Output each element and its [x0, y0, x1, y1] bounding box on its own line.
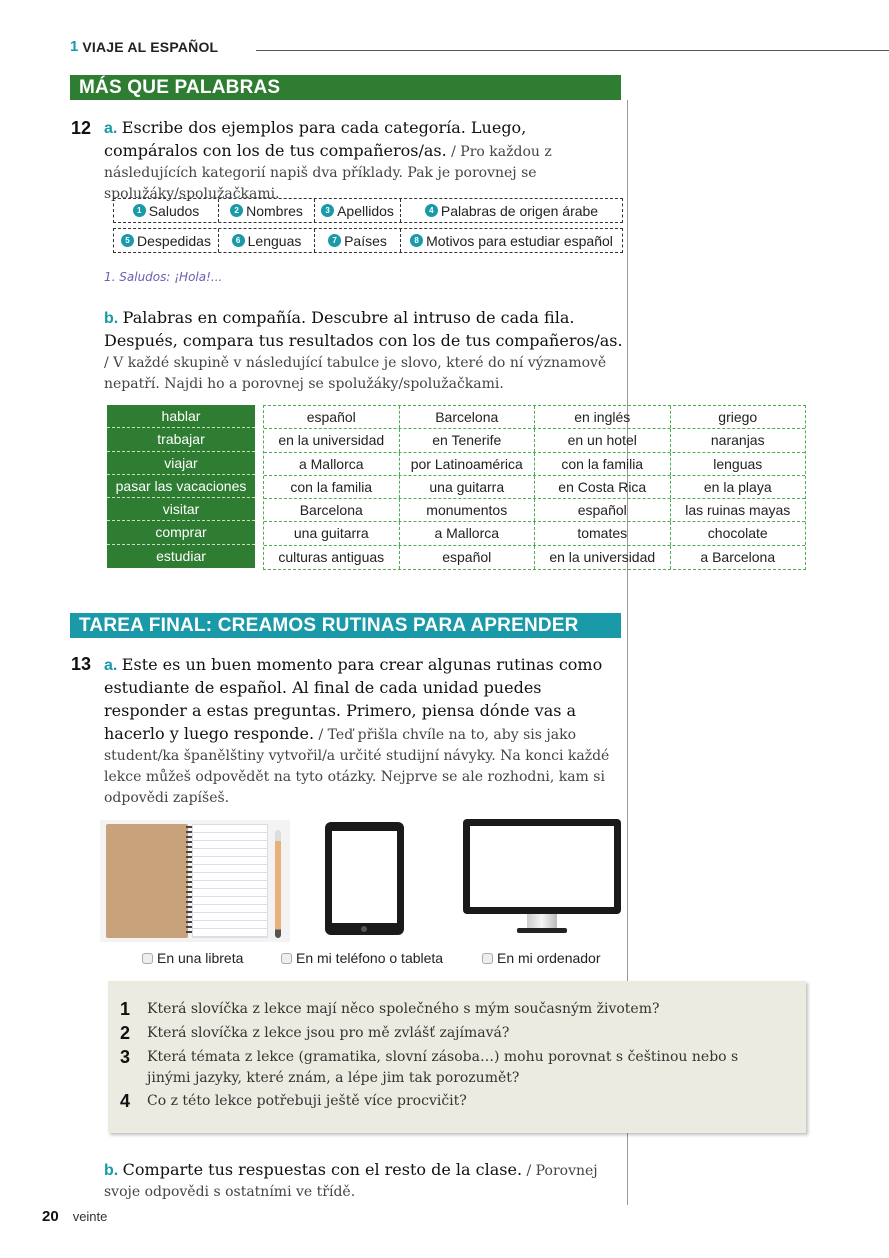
table-cell: español — [535, 499, 671, 521]
exercise-12a-instructions — [104, 117, 624, 205]
option-label: En mi teléfono o tableta — [296, 950, 444, 966]
part-letter-a: a. — [104, 120, 118, 137]
table-row — [264, 546, 805, 569]
table-cell: en inglés — [535, 406, 671, 428]
exercise-number-12: 12 — [71, 118, 92, 138]
exercise-13b-instructions — [104, 1159, 624, 1203]
question-text: Která slovíčka z lekce mají něco společného s mým současným životem? — [147, 1001, 660, 1017]
notebook-page — [192, 824, 268, 938]
header-rule — [256, 50, 889, 51]
table-cell: monumentos — [400, 499, 536, 521]
monitor-stand — [527, 914, 557, 928]
number-badge: 3 — [321, 204, 334, 217]
question-number: 3 — [120, 1047, 131, 1067]
category-row — [113, 198, 623, 223]
instruction-spanish: Escribe dos ejemplos para cada categoría. Luego, compáralos con los de tus compañeros/as. — [104, 118, 527, 160]
option-label: En mi ordenador — [497, 950, 601, 966]
unit-number: 1 — [70, 38, 79, 55]
tablet-home-button — [361, 926, 367, 932]
table-row — [264, 476, 805, 499]
category-label: Lenguas — [247, 232, 302, 249]
table-cell: Barcelona — [400, 406, 536, 428]
question-number: 1 — [120, 999, 131, 1019]
unit-title: VIAJE AL ESPAÑOL — [82, 38, 219, 55]
table-cell: una guitarra — [264, 522, 400, 544]
category-cell — [401, 229, 622, 252]
option-ordenador[interactable] — [482, 950, 601, 966]
question-item — [120, 999, 770, 1020]
category-label: Apellidos — [337, 202, 394, 219]
section-title-palabras: MÁS QUE PALABRAS — [70, 75, 621, 100]
table-cell: a Mallorca — [400, 522, 536, 544]
intruder-table — [263, 405, 806, 570]
category-label: Nombres — [246, 202, 303, 219]
table-cell: en Costa Rica — [535, 476, 671, 498]
part-letter-b: b. — [104, 1162, 119, 1179]
table-cell: en la universidad — [535, 546, 671, 569]
table-cell: lenguas — [713, 455, 763, 472]
table-cell: tomates — [535, 522, 671, 544]
table-cell: a Mallorca — [264, 453, 400, 475]
table-cell: en la playa — [703, 478, 772, 495]
table-cell: con la familia — [535, 453, 671, 475]
exercise-number-13: 13 — [71, 654, 92, 674]
instruction-czech: / Porovnej svoje odpovědi s ostatními ve třídě. — [104, 1163, 598, 1200]
table-row — [264, 499, 805, 522]
question-text: Která slovíčka z lekce jsou pro mě zvlášť zajímavá? — [147, 1025, 510, 1041]
table-cell: por Latinoamérica — [400, 453, 536, 475]
checkbox-icon[interactable] — [482, 953, 493, 964]
table-row — [264, 522, 805, 545]
page-footer — [42, 1208, 107, 1225]
category-cell — [315, 229, 401, 252]
category-cell — [401, 199, 622, 222]
instruction-spanish: Este es un buen momento para crear algunas rutinas como estudiante de español. Al final de cada unidad puedes responder a estas preguntas. Primero, piensa dónde vas a hacerlo y luego responde. — [104, 655, 603, 743]
table-cell: griego — [718, 409, 758, 425]
category-label: Saludos — [148, 202, 200, 219]
number-badge: 4 — [425, 204, 438, 217]
checkbox-icon[interactable] — [142, 953, 153, 964]
table-row — [264, 453, 805, 476]
notebook-image — [100, 820, 290, 942]
table-cell: a Barcelona — [700, 548, 776, 565]
number-badge: 2 — [230, 204, 243, 217]
verb-cell: pasar las vacaciones — [107, 475, 255, 498]
verb-cell: trabajar — [107, 428, 255, 451]
category-cell — [114, 199, 219, 222]
monitor-screen — [470, 826, 614, 907]
option-telefono[interactable] — [281, 950, 443, 966]
instruction-czech: / Teď přišla chvíle na to, aby sis jako student/ka španělštiny vytvořil/a určité studijní návyky. Na konci každé lekce můžeš odpovědět na tyto otázky. Nejprve se ale rozhodni, kam si odpovědi zapíšeš. — [104, 727, 610, 806]
category-label: Países — [344, 232, 387, 249]
verb-cell: comprar — [107, 521, 255, 544]
section-title-tarea: TAREA FINAL: CREAMOS RUTINAS PARA APRENDER — [70, 613, 621, 638]
category-cell — [315, 199, 401, 222]
number-badge: 8 — [410, 234, 423, 247]
table-cell: español — [400, 546, 536, 569]
category-label: Motivos para estudiar español — [426, 232, 613, 249]
monitor-image — [463, 819, 621, 937]
number-badge: 6 — [232, 234, 245, 247]
option-label: En una libreta — [157, 950, 244, 966]
verb-cell: viajar — [107, 452, 255, 475]
handwritten-example: 1. Saludos: ¡Hola!... — [104, 270, 223, 284]
question-number: 4 — [120, 1091, 131, 1111]
questions-box — [108, 981, 806, 1133]
category-cell — [219, 229, 315, 252]
exercise-13a-instructions — [104, 654, 624, 809]
question-number: 2 — [120, 1023, 131, 1043]
question-text: Která témata z lekce (gramatika, slovní zásoba…) mohu porovnat s češtinou nebo s jinými jazyky, které znám, a lépe jim tak porozumět? — [147, 1049, 739, 1086]
checkbox-icon[interactable] — [281, 953, 292, 964]
instruction-czech: / Pro každou z následujících kategorií napiš dva příklady. Pak je porovnej se spolužáky/spolužačkami. — [104, 144, 552, 202]
table-cell: en un hotel — [535, 429, 671, 451]
number-badge: 1 — [133, 204, 146, 217]
pen-image — [275, 830, 281, 938]
running-header — [70, 38, 218, 55]
table-cell: una guitarra — [400, 476, 536, 498]
category-row — [113, 228, 623, 253]
table-cell: en la universidad — [264, 429, 400, 451]
option-libreta[interactable] — [142, 950, 243, 966]
instruction-spanish: Comparte tus respuestas con el resto de la clase. — [122, 1160, 523, 1179]
verb-column — [107, 405, 255, 568]
page-number: 20 — [42, 1208, 59, 1225]
tablet-screen — [332, 831, 397, 923]
exercise-12b-instructions — [104, 307, 624, 395]
page-number-word: veinte — [72, 1209, 108, 1224]
number-badge: 7 — [328, 234, 341, 247]
question-item — [120, 1023, 770, 1044]
part-letter-a: a. — [104, 657, 118, 674]
table-row — [264, 406, 805, 429]
verb-cell: visitar — [107, 498, 255, 521]
number-badge: 5 — [121, 234, 134, 247]
table-cell: en Tenerife — [400, 429, 536, 451]
question-item — [120, 1047, 770, 1089]
table-cell: con la familia — [264, 476, 400, 498]
table-row — [264, 429, 805, 452]
category-cell — [114, 229, 219, 252]
question-item — [120, 1091, 770, 1112]
tablet-image — [325, 822, 404, 935]
table-cell: chocolate — [707, 525, 768, 542]
table-cell: Barcelona — [264, 499, 400, 521]
part-letter-b: b. — [104, 310, 119, 327]
monitor-base — [517, 928, 567, 933]
category-table — [113, 198, 623, 253]
instruction-czech: / V každé skupině v následující tabulce je slovo, které do ní významově nepatří. Najdi ho a porovnej se spolužáky/spolužačkami. — [104, 355, 607, 392]
table-cell: naranjas — [710, 432, 765, 449]
table-cell: culturas antiguas — [264, 546, 400, 569]
category-label: Palabras de origen árabe — [440, 202, 599, 219]
instruction-spanish: Palabras en compañía. Descubre al intruso de cada fila. Después, compara tus resultados con los de tus compañeros/as. — [104, 308, 623, 350]
verb-cell: hablar — [107, 405, 255, 428]
monitor-frame — [463, 819, 621, 914]
verb-cell: estudiar — [156, 547, 206, 564]
notebook-cover — [106, 824, 188, 938]
category-cell — [219, 199, 315, 222]
question-text: Co z této lekce potřebuji ještě více procvičit? — [147, 1093, 467, 1109]
category-label: Despedidas — [137, 232, 211, 249]
table-cell: español — [264, 406, 400, 428]
table-cell: las ruinas mayas — [685, 502, 791, 519]
